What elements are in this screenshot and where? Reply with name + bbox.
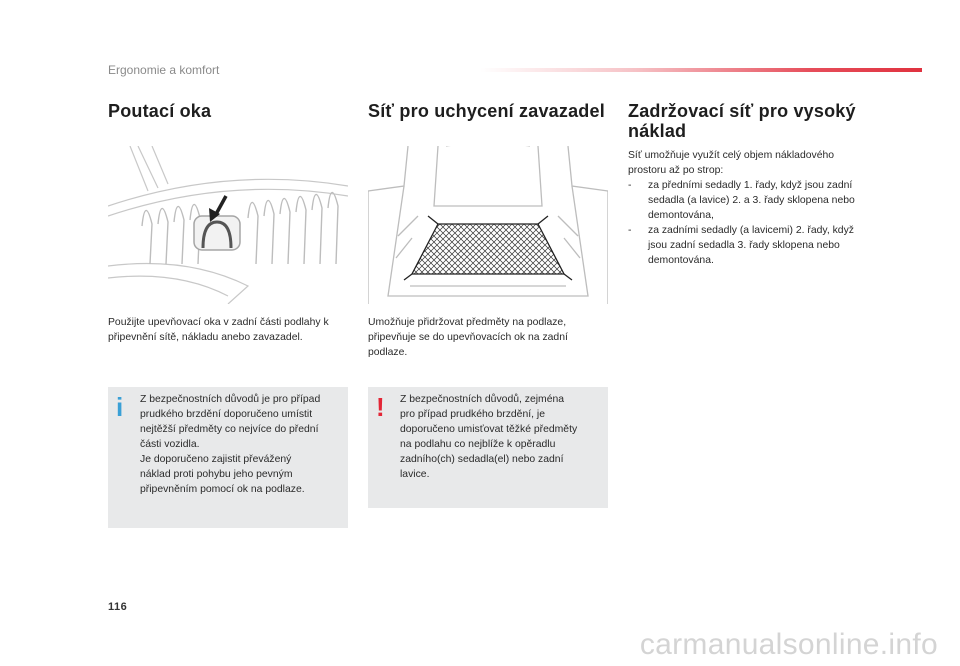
info-line: Z bezpečnostních důvodů je pro případ <box>140 394 321 405</box>
anchor-rings-text: Použijte upevňovací oka v zadní části podlahy k připevnění sítě, nákladu anebo zavazadel. <box>108 317 329 343</box>
warning-line: zadního(ch) sedadla(el) nebo zadní <box>400 454 564 465</box>
heading-anchor-rings: Poutací oka <box>108 101 212 121</box>
page-number: 116 <box>108 601 128 613</box>
anchor-ring-illustration <box>108 146 348 304</box>
warning-line: doporučeno umisťovat těžké předměty <box>400 424 578 435</box>
info-line: připevněním pomocí ok na podlaze. <box>140 484 305 495</box>
section-label: Ergonomie a komfort <box>108 63 220 77</box>
high-load-net-intro: Síť umožňuje využít celý objem nákladového prostoru až po strop: <box>628 150 835 176</box>
heading-high-load-net <box>628 101 878 141</box>
list-dash: - <box>628 225 632 236</box>
luggage-net-illustration <box>368 146 608 304</box>
info-line: Je doporučeno zajistit převážený <box>140 454 292 465</box>
warning-line: Z bezpečnostních důvodů, zejména <box>400 394 565 405</box>
section-accent-bar <box>480 68 922 72</box>
info-line: náklad proti pohybu jeho pevným <box>140 469 293 480</box>
high-load-net-text <box>628 148 868 268</box>
info-line: prudkého brzdění doporučeno umístit <box>140 409 313 420</box>
list-item-text: za zadními sedadly (a lavicemi) 2. řady, když jsou zadní sedadla 3. řady sklopena nebo demontována. <box>648 225 854 266</box>
list-item <box>628 223 868 268</box>
list-item <box>628 178 868 223</box>
info-note-text <box>140 392 340 497</box>
warning-note-text <box>400 392 600 482</box>
info-icon: i <box>116 392 124 422</box>
list-item-text: za předními sedadly 1. řady, když jsou zadní sedadla (a lavice) 2. a 3. řady sklopena nebo demontována, <box>648 180 855 221</box>
heading-line: náklad <box>628 121 687 141</box>
list-dash: - <box>628 180 632 191</box>
watermark: carmanualsonline.info <box>639 628 938 661</box>
high-load-net-list <box>628 178 868 268</box>
warning-note-box <box>368 387 608 508</box>
heading-line: Zadržovací síť pro vysoký <box>628 101 856 121</box>
warning-line: lavice. <box>400 469 430 480</box>
info-note-box <box>108 387 348 528</box>
heading-luggage-net: Síť pro uchycení zavazadel <box>368 101 605 121</box>
warning-icon: ! <box>376 392 385 422</box>
info-line: nejtěžší předměty co nejvíce do přední <box>140 424 319 435</box>
info-line: části vozidla. <box>140 439 200 450</box>
warning-line: na podlahu co nejblíže k opěradlu <box>400 439 556 450</box>
warning-line: pro případ prudkého brzdění, je <box>400 409 545 420</box>
luggage-net-text: Umožňuje přidržovat předměty na podlaze, připevňuje se do upevňovacích ok na zadní podlaze. <box>368 317 568 358</box>
